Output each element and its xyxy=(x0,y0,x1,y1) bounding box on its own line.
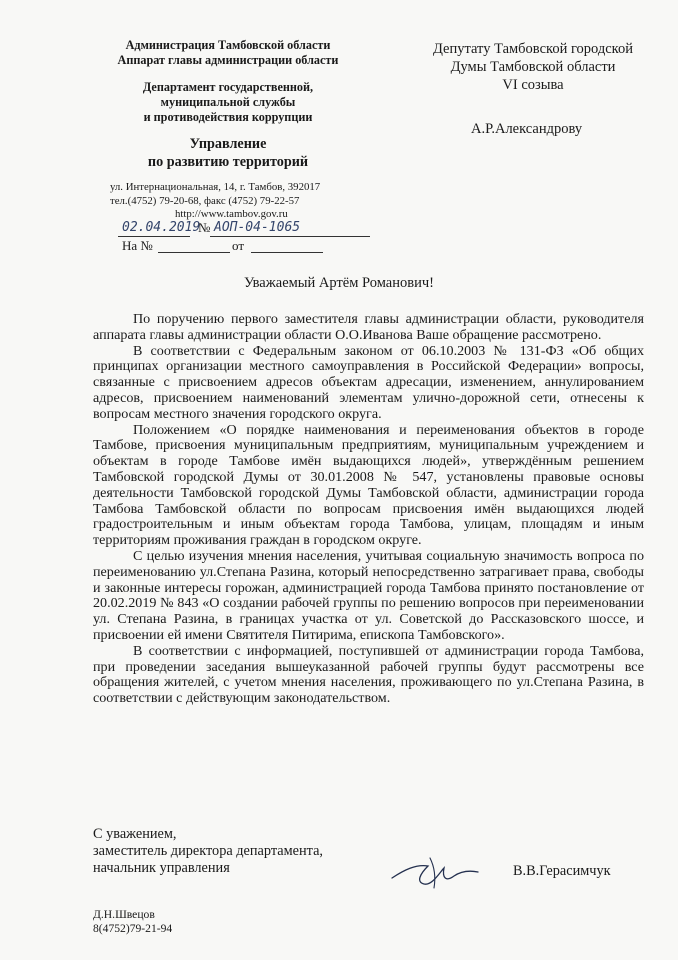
contact-phone: 8(4752)79-21-94 xyxy=(93,922,173,935)
recipient-line2: Думы Тамбовской области xyxy=(450,59,616,75)
registration-block xyxy=(118,220,378,256)
sender-phones: тел.(4752) 79-20-68, факс (4752) 79-22-57 xyxy=(110,194,300,207)
contact-name: Д.Н.Швецов xyxy=(93,908,155,921)
paragraph: В соответствии с информацией, поступившей от администрации города Тамбова, при проведении заседания вышеуказанной рабочей группы будут рассмотрены все обращения жителей, с учетом мнения населения, проживающего по ул.Степана Разина, в соответствии с действующим законодательством. xyxy=(93,642,644,707)
sender-office-line1: Управление xyxy=(189,136,267,152)
letter-body xyxy=(93,312,644,707)
sender-website: http://www.tambov.gov.ru xyxy=(175,208,288,220)
registration-number-sign: № xyxy=(198,220,211,235)
sender-dept-line2: муниципальной службы xyxy=(160,95,296,109)
sender-suborg: Аппарат главы администрации области xyxy=(117,53,339,67)
handwritten-signature xyxy=(390,848,480,892)
sender-office-line2: по развитию территорий xyxy=(147,154,309,170)
paragraph: Положением «О порядке наименования и переименования объектов в городе Тамбове, присвоения муниципальным предприятиям, муниципальным учреждением и объектам в городе Тамбове имён выдающихся людей», утверждённым решением Тамбовской городской Думы от 30.01.2008 № 547, установлены правовые основы деятельности Тамбовской городской Думы Тамбовской области, администрации города Тамбова Тамбовской области по вопросам присвоения имён выдающихся людей градостроительным и иным объектам города Тамбова, улицам, площадям и иным территориям проживания граждан в городском округе. xyxy=(93,421,644,549)
sender-org: Администрация Тамбовской области xyxy=(125,38,331,52)
closing-regards: С уважением, xyxy=(93,826,177,842)
recipient-block xyxy=(415,40,651,138)
closing-position-line1: заместитель директора департамента, xyxy=(93,843,323,859)
registration-date: 02.04.2019 xyxy=(122,220,201,235)
recipient-name: А.Р.Александрову xyxy=(471,121,583,137)
registration-number: АОП-04-1065 xyxy=(214,220,301,235)
sender-block xyxy=(88,38,368,222)
sender-dept-line3: и противодействия коррупции xyxy=(143,110,313,124)
closing-position-line2: начальник управления xyxy=(93,860,230,876)
closing-block xyxy=(93,826,323,877)
paragraph: В соответствии с Федеральным законом от 06.10.2003 № 131-ФЗ «Об общих принципах организации местного самоуправления в Российской Федерации» вопросы, связанные с присвоением адресов объектам адресации, изменением, аннулированием адресов, присвоением наименований элементам улично-дорожной сети, отнесены к вопросам местного значения городского округа. xyxy=(93,342,644,422)
paragraph: С целью изучения мнения населения, учитывая социальную значимость вопроса по переименованию ул.Степана Разина, который непосредственно затрагивает права, свободы и законные интересы горожан, администрацией города Тамбова принято постановление от 20.02.2019 № 843 «О создании рабочей группы по решению вопросов при переименовании ул. Степана Разина, в границах участка от ул. Советской до Рассказовского шоссе, и присвоении ей имени Святителя Питирима, епископа Тамбовского». xyxy=(93,547,644,643)
signer-name: В.В.Герасимчук xyxy=(513,863,611,879)
sender-street: ул. Интернациональная, 14, г. Тамбов, 392017 xyxy=(110,181,321,193)
recipient-line3: VI созыва xyxy=(502,77,564,93)
sender-address xyxy=(88,181,368,222)
reply-from-label: от xyxy=(232,238,245,253)
paragraph: По поручению первого заместителя главы администрации области, руководителя аппарата главы администрации области О.О.Иванова Ваше обращение рассмотрено. xyxy=(93,311,644,343)
recipient-line1: Депутату Тамбовской городской xyxy=(432,41,634,57)
greeting: Уважаемый Артём Романович! xyxy=(244,275,434,291)
sender-dept-line1: Департамент государственной, xyxy=(142,80,314,94)
contact-block xyxy=(93,908,172,936)
reply-to-label: На № xyxy=(122,238,153,253)
